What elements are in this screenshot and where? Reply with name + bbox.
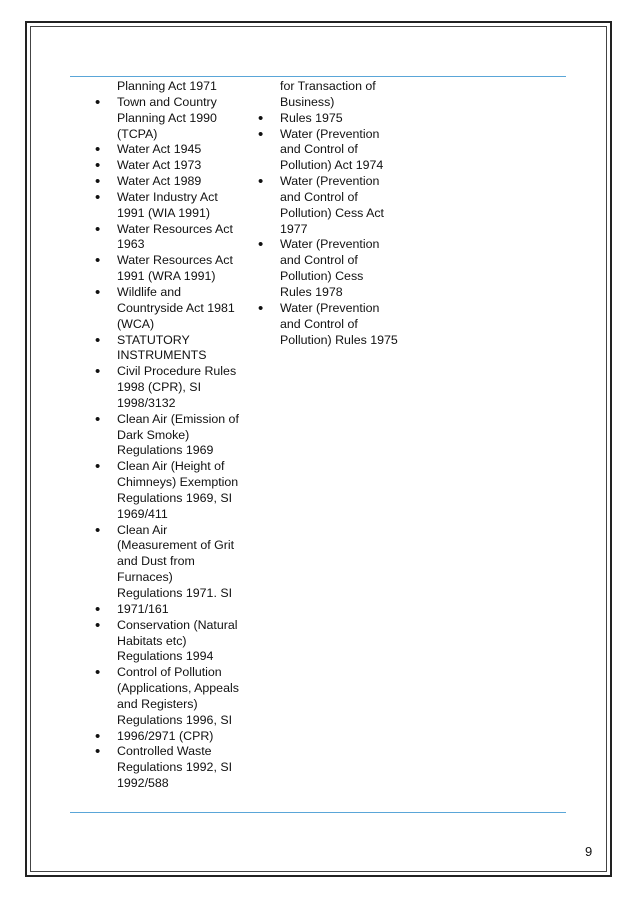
list-item: • Clean Air (Emission of Dark Smoke) Regulations 1969 — [95, 412, 240, 460]
list-item: • Water (Prevention and Control of Pollution) Rules 1975 — [258, 301, 398, 349]
list-item: • Civil Procedure Rules 1998 (CPR), SI 1998/3132 — [95, 364, 240, 412]
list-item: • Conservation (Natural Habitats etc) Regulations 1994 — [95, 618, 240, 666]
list-item: • Water Act 1945 — [95, 142, 240, 158]
list-item: • Controlled Waste Regulations 1992, SI 1992/588 — [95, 744, 240, 792]
bottom-rule — [70, 812, 566, 813]
page-number: 9 — [585, 844, 593, 859]
list-item: • Clean Air (Measurement of Grit and Dust from Furnaces) Regulations 1971. SI — [95, 523, 240, 602]
list-item: • 1971/161 — [95, 602, 240, 618]
right-column-list — [258, 79, 398, 348]
list-item: • Water Act 1989 — [95, 174, 240, 190]
top-rule — [70, 76, 566, 77]
list-item: • Wildlife and Countryside Act 1981 (WCA) — [95, 285, 240, 333]
list-item: • Water (Prevention and Control of Pollution) Act 1974 — [258, 127, 398, 175]
list-item: • STATUTORY INSTRUMENTS — [95, 333, 240, 365]
left-column-list — [95, 79, 240, 792]
list-item: • Rules 1975 — [258, 111, 398, 127]
list-item: • Water (Prevention and Control of Pollution) Cess Act 1977 — [258, 174, 398, 237]
list-item: • Clean Air (Height of Chimneys) Exemption Regulations 1969, SI 1969/411 — [95, 459, 240, 522]
list-item: Planning Act 1971 — [117, 79, 217, 93]
list-item: for Transaction of Business) — [280, 79, 376, 109]
list-item: • Water (Prevention and Control of Pollution) Cess Rules 1978 — [258, 237, 398, 300]
list-item: • Water Resources Act 1991 (WRA 1991) — [95, 253, 240, 285]
list-item: • Town and Country Planning Act 1990 (TCPA) — [95, 95, 240, 143]
list-item: • 1996/2971 (CPR) — [95, 729, 240, 745]
list-item: • Water Act 1973 — [95, 158, 240, 174]
list-item: • Control of Pollution (Applications, Appeals and Registers) Regulations 1996, SI — [95, 665, 240, 728]
list-item: • Water Resources Act 1963 — [95, 222, 240, 254]
list-item: • Water Industry Act 1991 (WIA 1991) — [95, 190, 240, 222]
